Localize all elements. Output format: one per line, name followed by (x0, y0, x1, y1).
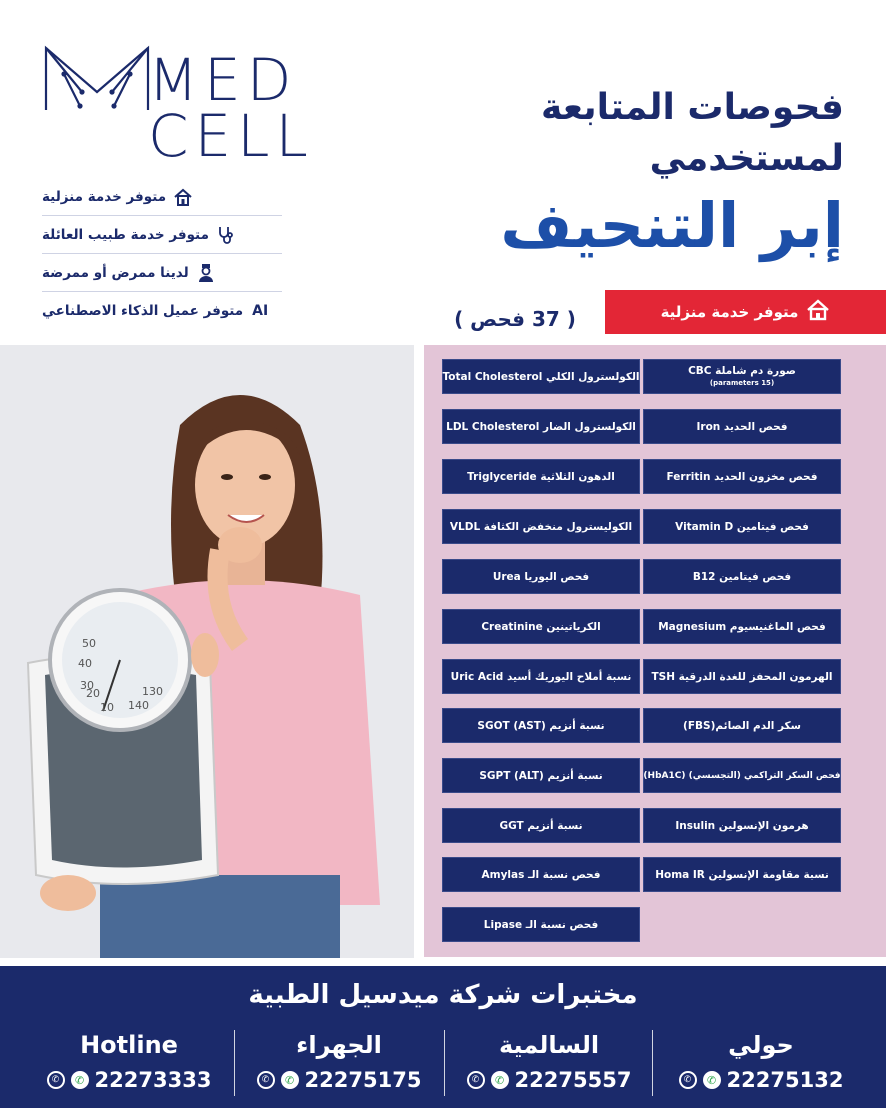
phone-number: 22275557 (514, 1068, 632, 1092)
house-icon (806, 299, 830, 325)
test-item: الكولسترول الكلي Total Cholesterol (442, 359, 640, 394)
tests-count: ( 37 فحص ) (454, 307, 576, 331)
test-item: الكوليسترول منخفض الكثافة VLDL (442, 509, 640, 544)
test-item: نسبة أنزيم SGPT (ALT) (442, 758, 640, 793)
test-item: نسبة أنزيم SGOT (AST) (442, 708, 640, 743)
branch-phone[interactable] (444, 1068, 654, 1092)
dial-number: 130 (142, 685, 163, 698)
brand-name (148, 46, 314, 170)
branch-name: السالمية (498, 1031, 600, 1059)
title-line1: فحوصات المتابعة (541, 87, 844, 128)
title-line3: إبر التنحيف (500, 189, 844, 262)
divider (234, 1030, 235, 1096)
feature-nurse (42, 254, 282, 292)
test-item: الكولسترول الضار LDL Cholesterol (442, 409, 640, 444)
test-item: فحص نسبة الـ Lipase (442, 907, 640, 942)
test-item: نسبة أملاح اليوريك أسيد Uric Acid (442, 659, 640, 694)
feature-label: لدينا ممرض أو ممرضة (42, 264, 189, 281)
stethoscope-icon (215, 224, 237, 246)
whatsapp-icon: ✆ (703, 1071, 721, 1089)
dial-number: 40 (78, 657, 92, 670)
test-item: فحص نسبة الـ Amylas (442, 857, 640, 892)
feature-family-doctor (42, 216, 282, 254)
page-title (404, 84, 844, 266)
dial-number: 10 (100, 701, 114, 714)
home-service-label: متوفر خدمة منزلية (660, 303, 799, 321)
phone-number: 22273333 (94, 1068, 212, 1092)
phone-icon: ✆ (257, 1071, 275, 1089)
feature-label: متوفر خدمة منزلية (42, 188, 167, 205)
test-item: الهرمون المحفز للغدة الدرقية TSH (643, 659, 841, 694)
test-label: صورة دم شاملة CBC (688, 364, 796, 377)
phone-icon: ✆ (47, 1071, 65, 1089)
whatsapp-icon: ✆ (71, 1071, 89, 1089)
med-cell-logo-mark (42, 44, 152, 114)
phone-number: 22275132 (726, 1068, 844, 1092)
test-item: فحص الحديد Iron (643, 409, 841, 444)
ai-icon: AI (252, 303, 269, 319)
footer-title: مختبرات شركة ميدسيل الطبية (248, 980, 638, 1010)
test-item: فحص فيتامين Vitamin D (643, 509, 841, 544)
brand-name-line2: CELL (148, 102, 314, 170)
test-item: فحص فيتامين B12 (643, 559, 841, 594)
branch-jahra (234, 1030, 444, 1092)
home-service-badge (605, 290, 886, 334)
phone-icon: ✆ (467, 1071, 485, 1089)
feature-list (42, 178, 282, 330)
whatsapp-icon: ✆ (281, 1071, 299, 1089)
whatsapp-icon: ✆ (491, 1071, 509, 1089)
divider (444, 1030, 445, 1096)
woman-with-scale-photo (0, 345, 414, 958)
phone-icon: ✆ (679, 1071, 697, 1089)
test-item: الكرياتينين Creatinine (442, 609, 640, 644)
branch-hawalli (656, 1030, 866, 1092)
test-item: فحص اليوريا Urea (442, 559, 640, 594)
feature-home-service (42, 178, 282, 216)
test-item: سكر الدم الصائم(FBS) (643, 708, 841, 743)
branch-phone[interactable] (656, 1068, 866, 1092)
test-item: هرمون الإنسولين Insulin (643, 808, 841, 843)
test-item: نسبة مقاومة الإنسولين Homa IR (643, 857, 841, 892)
feature-ai-agent (42, 292, 282, 330)
branch-name: Hotline (80, 1031, 178, 1059)
title-line2: لمستخدمي (649, 138, 844, 179)
test-sublabel: (15 parameters) (709, 378, 775, 387)
feature-label: متوفر عميل الذكاء الاصطناعي (42, 303, 244, 319)
dial-number: 140 (128, 699, 149, 712)
branch-name: حولي (728, 1031, 794, 1059)
branch-hotline (24, 1030, 234, 1092)
photo-illustration (0, 345, 414, 958)
nurse-icon (195, 262, 217, 284)
test-item: فحص الماغنيسيوم Magnesium (643, 609, 841, 644)
branch-salmiya (444, 1030, 654, 1092)
test-item (643, 359, 841, 394)
dial-number: 50 (82, 637, 96, 650)
branch-phone[interactable] (234, 1068, 444, 1092)
brand-name-line1: MED (148, 46, 298, 114)
dial-number: 30 (80, 679, 94, 692)
branch-phone[interactable] (24, 1068, 234, 1092)
test-item: فحص مخزون الحديد Ferritin (643, 459, 841, 494)
branch-name: الجهراء (296, 1031, 382, 1059)
footer (0, 966, 886, 1108)
feature-label: متوفر خدمة طبيب العائلة (42, 226, 209, 243)
house-icon (172, 186, 194, 208)
test-item: فحص السكر التراكمي (التجسسي) (HbA1C) (643, 758, 841, 793)
phone-number: 22275175 (304, 1068, 422, 1092)
test-item: نسبة أنزيم GGT (442, 808, 640, 843)
dial-number: 20 (86, 687, 100, 700)
test-item: الدهون الثلاثية Triglyceride (442, 459, 640, 494)
